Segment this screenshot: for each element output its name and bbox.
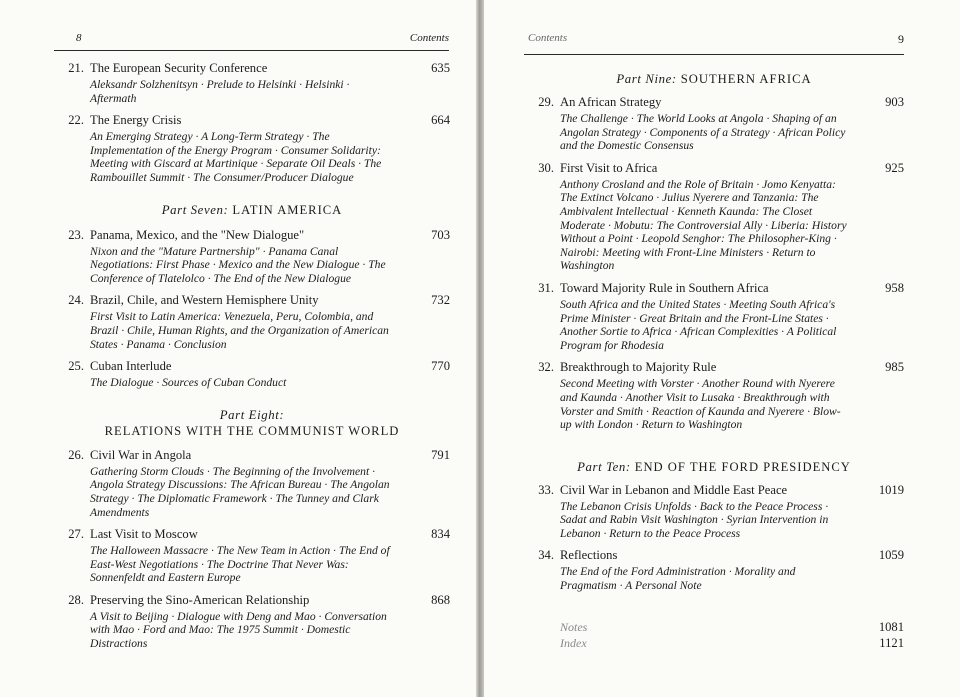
chapter-number: 21. <box>68 61 84 75</box>
page-ref: 791 <box>431 447 450 462</box>
chapter-title: Civil War in Lebanon and Middle East Peace <box>560 482 788 497</box>
page-number: 9 <box>898 32 904 46</box>
header-rule <box>54 50 449 51</box>
back-matter-title: Notes <box>560 619 588 634</box>
page-ref: 732 <box>431 293 450 308</box>
left-page <box>0 0 476 697</box>
chapter-number: 27. <box>68 527 84 542</box>
chapter-heading <box>524 482 904 498</box>
toc-list <box>54 60 450 658</box>
section-list: Aleksandr Solzhenitsyn · Prelude to Helsinki · Helsinki · Aftermath <box>90 78 350 105</box>
part-label: Part Ten: <box>577 459 631 474</box>
chapter-number: 25. <box>68 359 84 374</box>
section-list: Second Meeting with Vorster · Another Round with Nyerere and Kaunda · Another Visit to Lusaka · Breakthrough with Vorster and Smith · Reaction of Kaunda and Nyerere · Blow-up with London · Return to Washington <box>560 377 841 432</box>
chapter-number: 30. <box>538 160 554 175</box>
toc-entry <box>54 526 450 585</box>
part-title: LATIN AMERICA <box>232 202 343 217</box>
chapter-heading <box>54 112 450 128</box>
running-head: Contents <box>409 32 449 44</box>
part-label: Part Seven: <box>161 202 229 217</box>
page-ref: 903 <box>885 95 904 109</box>
chapter-heading <box>524 547 904 563</box>
chapter-number: 29. <box>538 95 554 109</box>
part-label: Part Nine: <box>616 72 677 86</box>
toc-entry <box>524 280 904 352</box>
chapter-heading <box>54 526 450 542</box>
toc-entry <box>54 60 450 105</box>
page-ref: 985 <box>885 360 904 375</box>
section-list: The Dialogue · Sources of Cuban Conduct <box>90 376 287 390</box>
chapter-heading <box>54 358 450 374</box>
section-list: Anthony Crosland and the Role of Britain · Jomo Kenyatta: The Extinct Volcano · Julius Nyerere and Tanzania: The Ambivalent Intellectual · Kenneth Kaunda: The Closet Moderate · Mobutu: The Controversial Ally · Liberia: History Without a Point · Leopold Senghor: The Philosopher-King · Nairobi: Meeting with Front-Line Ministers · Return to Washington <box>560 177 847 273</box>
part-label: Part Eight: <box>219 407 285 422</box>
part-heading <box>524 70 904 88</box>
section-list: The Halloween Massacre · The New Team in Action · The End of East-West Negotiations · The Doctrine That Never Was: Sonnenfeldt and Eastern Europe <box>90 544 390 585</box>
chapter-number: 31. <box>538 280 554 295</box>
chapter-number: 32. <box>538 360 554 375</box>
chapter-number: 33. <box>538 482 554 497</box>
toc-entry <box>524 359 904 431</box>
page-ref: 770 <box>431 359 450 374</box>
page-ref: 664 <box>431 113 450 128</box>
right-page <box>484 0 960 697</box>
back-matter-entry <box>524 619 904 635</box>
chapter-title: Preserving the Sino-American Relationship <box>90 592 310 607</box>
page-ref: 925 <box>885 160 904 175</box>
page-ref: 958 <box>885 280 904 295</box>
chapter-heading <box>54 592 450 608</box>
section-list: The Challenge · The World Looks at Angola · Shaping of an Angolan Strategy · Components of a Strategy · African Policy and the Domestic Consensus <box>560 112 846 153</box>
chapter-heading <box>524 359 904 375</box>
toc-entry <box>54 292 450 351</box>
toc-entry <box>524 482 904 541</box>
header-rule <box>524 54 904 55</box>
chapter-title: Civil War in Angola <box>90 447 192 462</box>
chapter-heading <box>524 160 904 176</box>
chapter-heading <box>54 227 450 243</box>
page-ref: 868 <box>431 592 450 607</box>
page-ref: 1081 <box>878 619 904 634</box>
chapter-heading <box>524 94 904 110</box>
section-list: The Lebanon Crisis Unfolds · Back to the Peace Process · Sadat and Rabin Visit Washington · Syrian Intervention in Lebanon · Return to the Peace Process <box>560 499 829 540</box>
chapter-title: Reflections <box>560 548 618 563</box>
page-ref: 703 <box>431 227 450 242</box>
chapter-title: Cuban Interlude <box>90 359 172 374</box>
chapter-title: Breakthrough to Majority Rule <box>560 360 717 375</box>
toc-entry <box>524 94 904 153</box>
chapter-title: First Visit to Africa <box>560 160 658 175</box>
part-heading <box>54 406 450 439</box>
chapter-heading <box>54 292 450 308</box>
part-heading <box>524 458 904 476</box>
section-list: An Emerging Strategy · A Long-Term Strategy · The Implementation of the Energy Program · Consumer Solidarity: Meeting with Giscard at Martinique · Separate Oil Deals · The Rambouillet Summit · The Consumer/Producer Dialogue <box>90 130 382 184</box>
page-ref: 1059 <box>878 548 904 563</box>
toc-entry <box>54 112 450 184</box>
page-ref: 1121 <box>879 635 904 650</box>
toc-entry <box>524 547 904 592</box>
toc-entry <box>54 592 450 651</box>
chapter-number: 23. <box>68 227 84 242</box>
part-title: SOUTHERN AFRICA <box>680 72 812 86</box>
toc-entry <box>524 160 904 273</box>
section-list: First Visit to Latin America: Venezuela, Peru, Colombia, and Brazil · Chile, Human Rights, and the Organization of American States · Panama · Conclusion <box>90 310 389 351</box>
chapter-heading <box>54 60 450 76</box>
chapter-title: Panama, Mexico, and the "New Dialogue" <box>90 227 305 242</box>
back-matter-title: Index <box>560 635 587 650</box>
chapter-title: The Energy Crisis <box>90 113 182 128</box>
part-title: END OF THE FORD PRESIDENCY <box>634 459 851 474</box>
book-gutter <box>476 0 484 697</box>
chapter-number: 26. <box>68 447 84 462</box>
section-list: The End of the Ford Administration · Morality and Pragmatism · A Personal Note <box>560 565 796 593</box>
section-list: South Africa and the United States · Meeting South Africa's Prime Minister · Great Britain and the Front-Line States · Another Sortie to Africa · African Complexities · A Political Program for Rhodesia <box>560 297 837 352</box>
part-heading <box>54 201 450 219</box>
chapter-heading <box>54 447 450 463</box>
page-ref: 1019 <box>878 482 904 497</box>
chapter-number: 28. <box>68 592 84 607</box>
toc-entry <box>54 358 450 390</box>
toc-list <box>524 70 904 651</box>
chapter-title: An African Strategy <box>560 95 662 109</box>
chapter-heading <box>524 280 904 296</box>
back-matter-entry <box>524 635 904 651</box>
page-ref: 635 <box>431 61 450 75</box>
chapter-title: The European Security Conference <box>90 61 268 75</box>
chapter-title: Last Visit to Moscow <box>90 527 198 542</box>
chapter-title: Toward Majority Rule in Southern Africa <box>560 280 769 295</box>
chapter-number: 24. <box>68 293 84 308</box>
page-number: 8 <box>76 32 82 44</box>
page-ref: 834 <box>431 527 450 542</box>
section-list: Nixon and the "Mature Partnership" · Panama Canal Negotiations: First Phase · Mexico and the New Dialogue · The Conference of Tlatelolco · The End of the New Dialogue <box>90 244 386 285</box>
chapter-number: 22. <box>68 113 84 128</box>
running-head: Contents <box>528 32 568 44</box>
chapter-number: 34. <box>538 548 554 563</box>
section-list: A Visit to Beijing · Dialogue with Deng and Mao · Conversation with Mao · Ford and Mao: The 1975 Summit · Domestic Distractions <box>90 609 387 651</box>
toc-entry <box>54 447 450 519</box>
section-list: Gathering Storm Clouds · The Beginning of the Involvement · Angola Strategy Discussions: The African Bureau · The Angolan Strategy · The Diplomatic Framework · The Tunney and Clark Amendments <box>90 464 390 519</box>
part-title: RELATIONS WITH THE COMMUNIST WORLD <box>104 423 400 438</box>
toc-entry <box>54 227 450 286</box>
chapter-title: Brazil, Chile, and Western Hemisphere Unity <box>90 293 319 308</box>
